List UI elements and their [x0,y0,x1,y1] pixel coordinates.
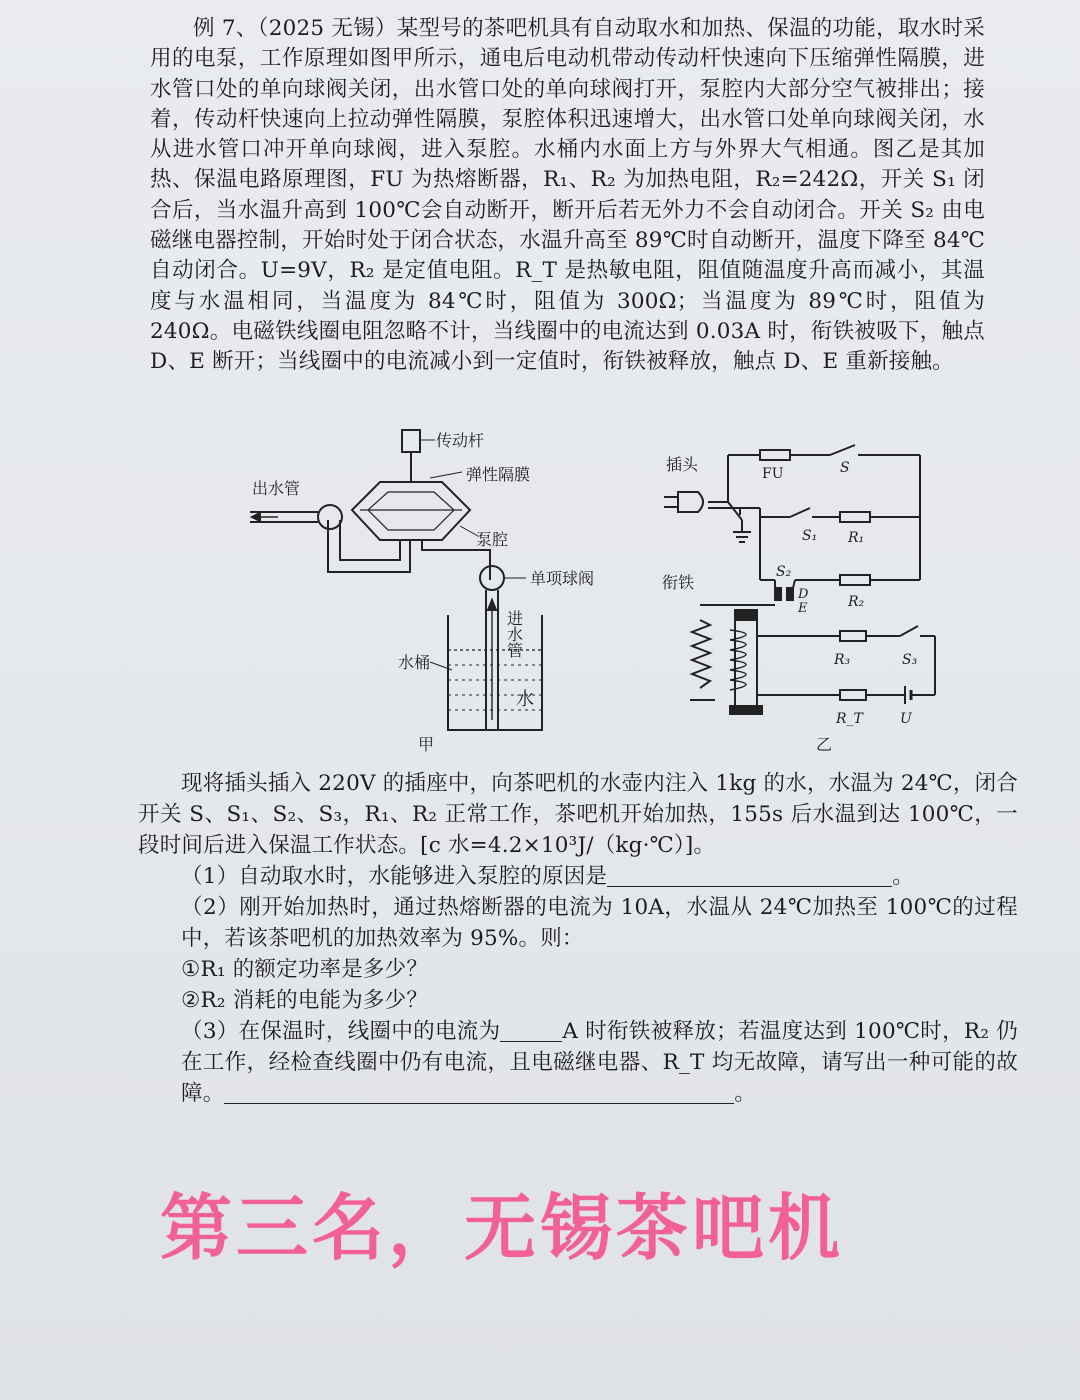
question-1-text: （1）自动取水时，水能够进入泵腔的原因是 [181,864,608,889]
answer-blank-3a[interactable] [500,1019,562,1042]
question-2a: ①R₁ 的额定功率是多少？ [181,957,429,982]
questions [138,768,1018,1109]
label-r2: R₂ [848,594,865,610]
label-r3: R₃ [834,652,851,668]
problem-paragraph: 例 7、（2025 无锡）某型号的茶吧机具有自动取水和加热、保温的功能，取水时采用的电泵，工作原理如图甲所示，通电后电动机带动传动杆快速向下压缩弹性隔膜，进水管口处的单向球阀关闭，出水管口处的单向球阀打开，泵腔内大部分空气被排出；接着，传动杆快速向上拉动弹性隔膜，泵腔体积迅速增大，出水管口处单向球阀关闭，水从进水管口冲开单向球阀，进入泵腔。水桶内水面上方与外界大气相通。图乙是其加热、保温电路原理图，FU 为热熔断器，R₁、R₂ 为加热电阻，R₂=242Ω，开关 S₁ 闭合后，当水温升高到 100℃会自动断开，断开后若无外力不会自动闭合。开关 S₂ 由电磁继电器控制，开始时处于闭合状态，水温升高至 89℃时自动断开，温度下降至 84℃自动闭合。U=9V，R₂ 是定值电阻。R_T 是热敏电阻，阻值随温度升高而减小，其温度与水温相同，当温度为 84℃时，阻值为 300Ω；当温度为 89℃时，阻值为 240Ω。电磁铁线圈电阻忽略不计，当线圈中的电流达到 0.03A 时，衔铁被吸下，触点 D、E 断开；当线圈中的电流减小到一定值时，衔铁被释放，触点 D、E 重新接触。 [150,16,985,375]
figure-yi-circuit [664,445,935,714]
label-bucket: 水桶 [398,653,431,672]
question-2b: ②R₂ 消耗的电能为多少？ [181,988,429,1013]
inlet-valve [480,566,504,590]
question-3-end: 。 [734,1081,757,1106]
question-1 [138,861,1018,892]
label-contact-d: D [798,587,809,602]
label-contact-e: E [798,601,808,616]
question-3 [138,1016,1018,1109]
electromagnet-core [735,620,757,706]
question-3-text-b: A 时衔铁被释放；若温度达到 100℃时，R₂ 仍在工作，经检查线圈中仍有电流，且电磁继电器、R_T 均无故障，请写出一种可能的故障。 [181,1019,1018,1106]
plug-icon [678,492,703,512]
label-inlet-pipe: 进水管 [504,610,524,658]
conditions-text: 现将插头插入 220V 的插座中，向茶吧机的水壶内注入 1kg 的水，水温为 24℃，闭合开关 S、S₁、S₂、S₃，R₁、R₂ 正常工作，茶吧机开始加热，155s 后水温到达 100℃，一段时间后进入保温工作状态。[c 水=4.2×10³J/（kg·℃）]。 [138,771,1018,858]
label-plug: 插头 [666,455,699,474]
label-membrane: 弹性隔膜 [466,465,531,484]
label-r1: R₁ [848,530,865,546]
label-check-valve: 单项球阀 [530,569,595,588]
label-switch-s: S [840,460,850,476]
label-water: 水 [516,689,534,710]
label-pump-chamber: 泵腔 [476,530,509,549]
label-switch-s3: S₃ [902,652,918,668]
fuse-fu [760,450,790,460]
answer-blank-3b[interactable] [224,1081,734,1104]
label-outlet-pipe: 出水管 [252,479,301,498]
question-1-end: 。 [892,864,914,889]
resistor-r1 [840,512,870,522]
label-switch-s1: S₁ [802,528,818,544]
label-armature: 衔铁 [662,573,695,592]
figures [230,420,950,760]
caption-jia: 甲 [418,735,435,754]
ranking-caption: 第三名，无锡茶吧机 [160,1186,845,1270]
resistor-r3 [840,631,866,641]
label-voltage-u: U [900,711,912,727]
water-bucket [448,615,542,730]
label-fuse: FU [762,466,784,482]
resistor-r2 [840,575,870,585]
caption-yi: 乙 [816,735,833,754]
label-switch-s2: S₂ [776,564,792,580]
question-3-text-a: （3）在保温时，线圈中的电流为 [181,1019,501,1044]
answer-blank-1[interactable] [607,864,892,887]
outlet-valve [318,505,342,529]
thermistor-rt [840,690,866,700]
label-rt: R_T [836,711,863,727]
drive-rod-top [402,430,420,452]
label-drive-rod: 传动杆 [436,431,485,450]
problem-text [150,14,985,378]
question-2: （2）刚开始加热时，通过热熔断器的电流为 10A，水温从 24℃加热至 100℃的过程中，若该茶吧机的加热效率为 95%。则： [181,895,1018,951]
